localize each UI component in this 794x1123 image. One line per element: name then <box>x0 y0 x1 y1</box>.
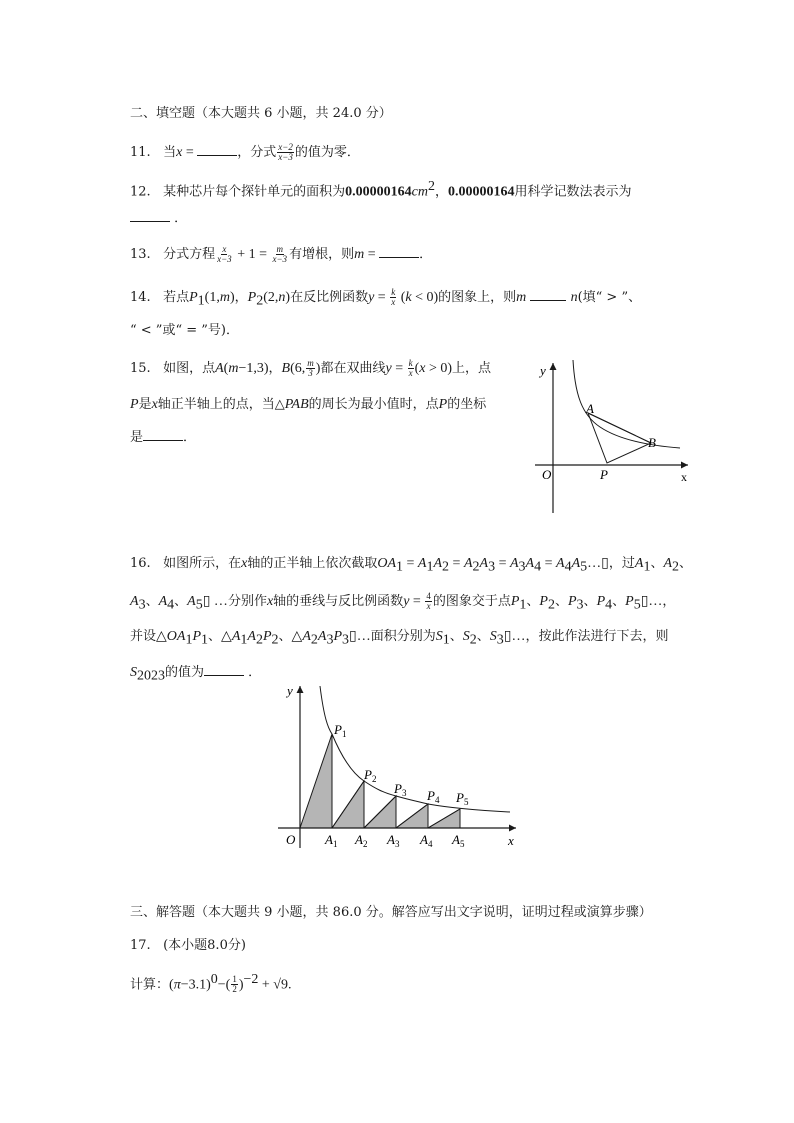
q15-line2-a: 轴正半轴上的点，当△ <box>157 397 285 412</box>
q12-text-c: 用科学记数法表示为 <box>514 184 632 200</box>
q12-text-d: ． <box>174 211 188 226</box>
q15-line2-b: 的周长为最小值时，点 <box>308 397 439 412</box>
question-12: 12. 某种芯片每个探针单元的面积为$0.00000164cm^2$，0.00000164用科学记数法表示为 <box>130 179 632 200</box>
q16-label-a1: $A_1$ <box>325 832 338 849</box>
question-15-line-2: P是x轴正半轴上的点，当△PAB的周长为最小值时，点P的坐标 <box>130 397 487 412</box>
q17-number: 17. <box>130 938 151 953</box>
q16-label-y: y <box>287 683 293 698</box>
question-13: 13. 分式方程 $\frac{x}{x-3}$ + 1 = $\frac{m}{x-3}$ 有增根，则m = ． <box>130 244 433 264</box>
q15-label-y: y <box>540 363 546 378</box>
q15-figure <box>530 355 700 520</box>
q16-figure <box>270 678 530 853</box>
q12-text-b: ， <box>434 184 448 200</box>
q14-text-a: 若点 <box>163 290 190 305</box>
q13-number: 13. <box>130 247 151 262</box>
q16-label-p3: $P_3$ <box>394 781 407 798</box>
q16-label-a4: $A_4$ <box>420 832 433 849</box>
q17-text-a: 计算： <box>130 977 170 993</box>
q15-label-x: x <box>681 470 687 484</box>
q16-hyperbola <box>320 686 510 812</box>
q15-label-p: P <box>600 467 608 482</box>
q15-line3-b: ． <box>183 430 197 445</box>
q15-label-b: B <box>648 435 656 450</box>
question-14: 14. 若点$P_1(1,m)$，$P_2(2,n)$在反比例函数y = $\frac{k}{x}$ (k < 0)的图象上，则m n(填“ > ”、 <box>130 287 642 309</box>
q16-triangle-s1 <box>300 734 332 828</box>
q16-line2-c: 的图象交于点 <box>432 594 511 609</box>
q16-line4-b: ． <box>248 665 262 680</box>
question-15: 15. 如图，点A(m−1,3)，B(6, $\frac{m}{3}$ )都在双曲线y = $\frac{k}{x}$ (x > 0)上，点 <box>130 358 492 378</box>
q13-text-c: ． <box>419 247 433 262</box>
q11-fraction: $\frac{x-2}{x-3}$ <box>278 142 293 162</box>
q11-number: 11. <box>130 145 151 160</box>
q12-value-2: 0.00000164 <box>447 184 515 200</box>
q14-number: 14. <box>130 290 151 305</box>
question-16: 16. 如图所示，在x轴的正半轴上依次截取$OA_1 = A_1A_2 = A_2A_3 = A_3A_4$ = $A_4A_5\dots▯$，过$A_1$、$A_2$、 <box>130 556 693 575</box>
q16-line3-b: 面积分别为 <box>370 629 436 644</box>
q11-answer-blank[interactable] <box>197 141 237 156</box>
q15-label-a: A <box>586 401 594 416</box>
q17-note: (本小题8.0分) <box>163 938 246 953</box>
q13-answer-blank[interactable] <box>379 243 419 258</box>
question-16-line-2: $A_3$、$A_4$、$A_5▯$ …分别作x轴的垂线与反比例函数y = $\frac{4}{x}$ 的图象交于点$P_1$、$P_2$、$P_3$、$P_4$、$P_5▯\dots$， <box>130 591 676 613</box>
q14-text-c: 的图象上，则 <box>438 290 517 305</box>
question-17 <box>130 936 246 956</box>
question-16-line-4: $S_{2023}$的值为 ． <box>130 661 261 687</box>
q12-number: 12. <box>130 184 151 200</box>
question-15-line-3 <box>130 426 196 448</box>
q15-label-o: O <box>542 467 552 482</box>
q14-answer-blank[interactable] <box>530 286 566 301</box>
q16-label-a3: $A_3$ <box>387 832 400 849</box>
q15-line2-c: 的坐标 <box>447 397 487 412</box>
q16-line3-a: 并设 <box>130 629 157 644</box>
question-14-line-2 <box>130 321 239 341</box>
q16-line2-a: 分别作 <box>227 594 267 609</box>
q16-label-p1: $P_1$ <box>334 722 347 739</box>
q16-label-a2: $A_2$ <box>355 832 368 849</box>
q16-number: 16. <box>130 556 151 571</box>
question-16-line-3: 并设$\triangle OA_1P_1$、$\triangle A_1A_2P_2$、$\triangle A_2A_3P_3▯\dots$面积分别为$S_1$、$S_2$、$S_3▯\dots$，按此作法进行下去，则 <box>130 629 669 648</box>
q16-answer-blank[interactable] <box>204 661 244 676</box>
q15-answer-blank[interactable] <box>143 426 183 441</box>
q16-label-a5: $A_5$ <box>452 832 465 849</box>
question-11: 11. 当x = ，分式 $\frac{x-2}{x-3}$ 的值为零． <box>130 142 360 162</box>
section-2-heading: 二、填空题（本大题共 6 小题，共 24.0 分） <box>130 106 392 121</box>
q16-label-o: O <box>286 832 296 847</box>
q16-text-b: 轴的正半轴上依次截取 <box>247 556 378 571</box>
q14-text-d: (填“ > ”、 <box>577 290 642 305</box>
q15-text-b: 都在双曲线 <box>320 361 386 376</box>
question-17-expression: 计算：$(\pi-3.1)^0-$( $\frac{1}{2}$ )$^{-2}$ + √9. <box>130 972 292 995</box>
q16-line2-b: 轴的垂线与反比例函数 <box>273 594 404 609</box>
q12-value-1: 0.00000164 <box>345 184 412 200</box>
question-12-line-2 <box>130 207 187 229</box>
q16-label-p5: $P_5$ <box>456 790 469 807</box>
q15-line3-a: 是 <box>130 430 144 445</box>
q14-text-e: “ < ”或“ = ”号)． <box>130 323 239 338</box>
q11-text-a: 当 <box>163 145 177 160</box>
q16-label-p2: $P_2$ <box>364 767 377 784</box>
section-3-heading: 三、解答题（本大题共 9 小题，共 86.0 分。解答应写出文字说明，证明过程或演算步骤） <box>130 905 652 920</box>
q13-text-b: 有增根，则 <box>289 247 355 262</box>
q11-text-c: 的值为零． <box>294 145 360 160</box>
q16-label-x: x <box>508 833 514 848</box>
q15-number: 15. <box>130 361 151 376</box>
q13-text-a: 分式方程 <box>163 247 216 262</box>
q16-label-p4: $P_4$ <box>427 788 440 805</box>
q11-text-b: ，分式 <box>237 145 277 160</box>
q12-answer-blank[interactable] <box>130 207 170 222</box>
q16-text-c: ，过 <box>608 556 635 571</box>
q16-line3-c: ，按此作法进行下去，则 <box>525 629 669 644</box>
q12-unit: cm <box>411 184 428 200</box>
q16-line4-a: 的值为 <box>165 665 205 680</box>
q14-text-b: 在反比例函数 <box>290 290 369 305</box>
q15-text-c: 上，点 <box>452 361 492 376</box>
q15-text-a: 如图，点 <box>163 361 216 376</box>
q16-text-a: 如图所示，在 <box>163 556 242 571</box>
q12-text-a: 某种芯片每个探针单元的面积为 <box>163 184 346 200</box>
